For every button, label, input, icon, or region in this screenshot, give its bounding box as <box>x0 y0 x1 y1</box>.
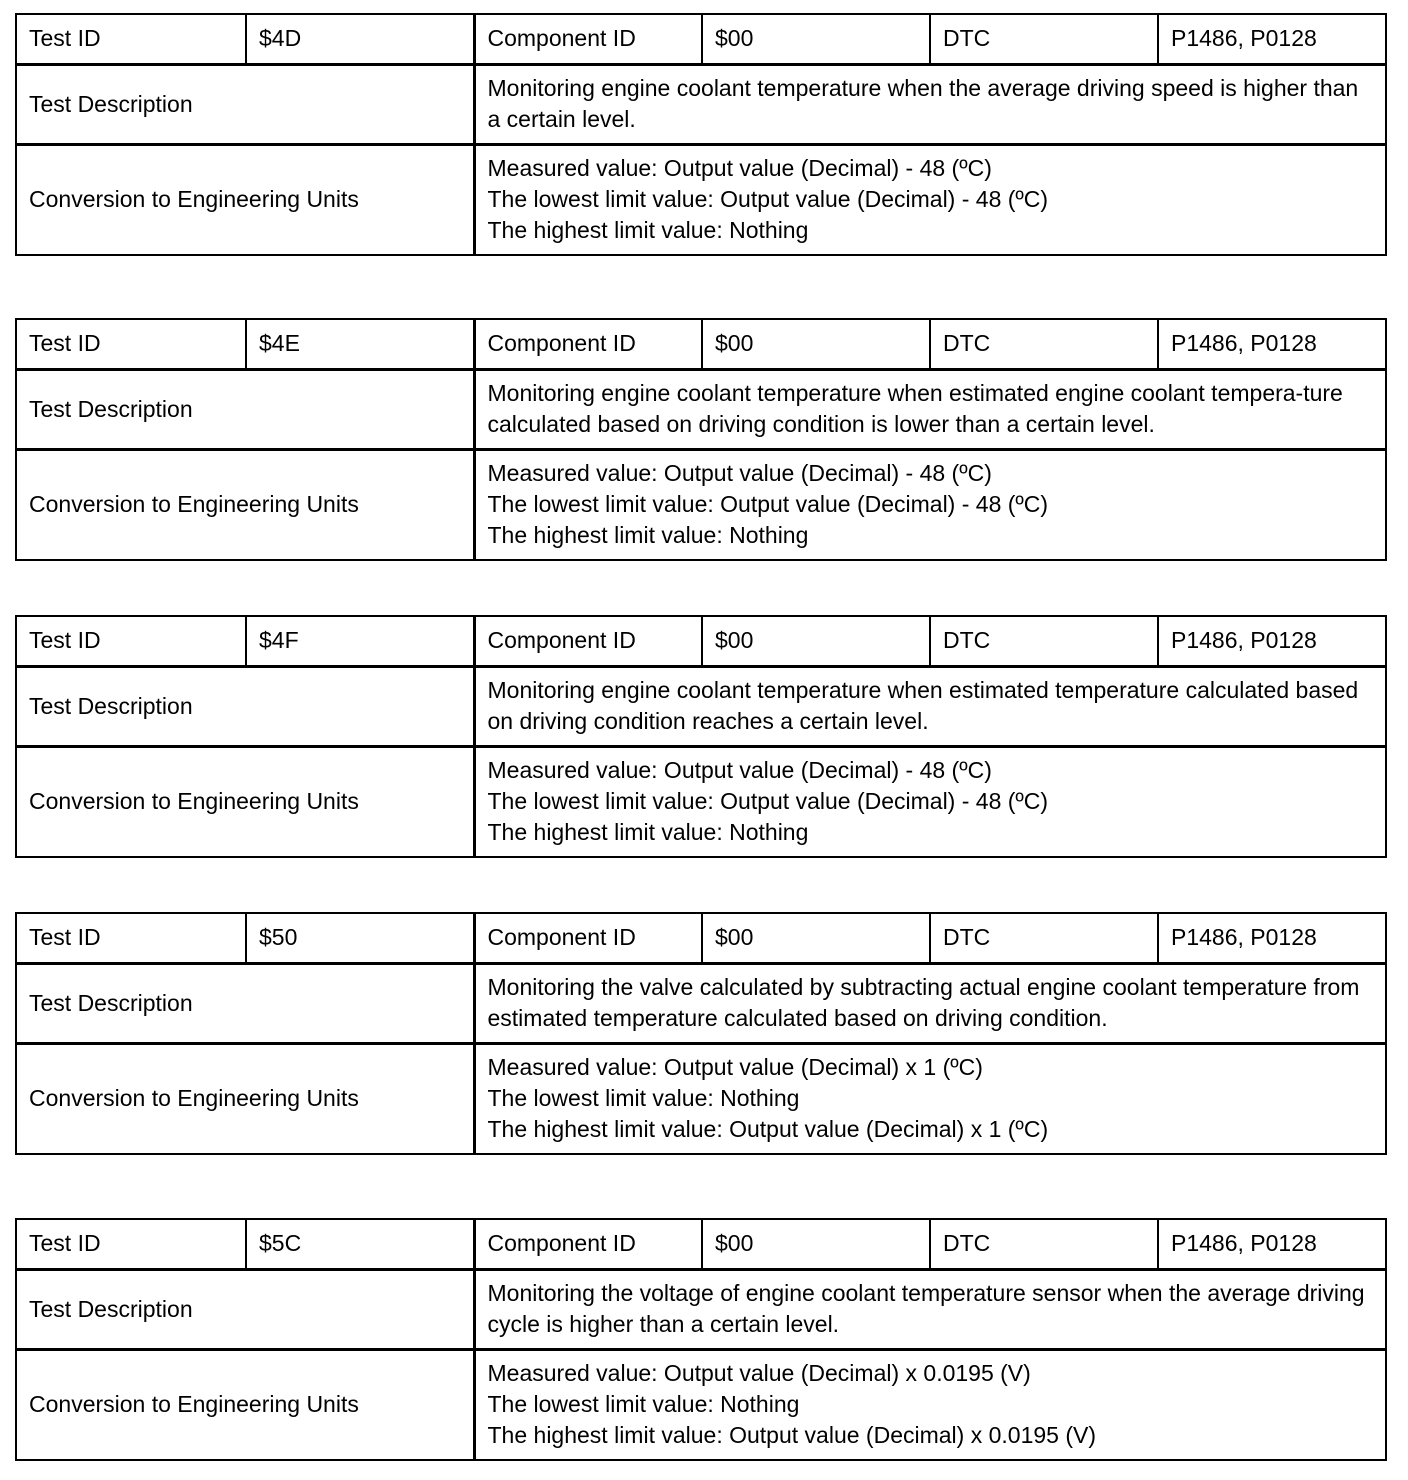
test-description-value: Monitoring engine coolant temperature when the average driving speed is higher than a certain level. <box>474 64 1386 144</box>
test-id-label: Test ID <box>16 319 246 369</box>
conversion-row <box>16 449 1386 560</box>
description-row <box>16 1269 1386 1349</box>
id-row <box>16 14 1386 64</box>
description-row <box>16 666 1386 746</box>
highest-limit-line: The highest limit value: Nothing <box>487 522 809 549</box>
conversion-value <box>474 1349 1386 1460</box>
conversion-label: Conversion to Engineering Units <box>16 1349 474 1460</box>
test-description-value: Monitoring engine coolant temperature when estimated engine coolant tempera-ture calculated based on driving condition is lower than a certain level. <box>474 369 1386 449</box>
lowest-limit-line: The lowest limit value: Output value (Decimal) - 48 (ºC) <box>487 491 1049 518</box>
test-table-50 <box>15 912 1387 1155</box>
id-row <box>16 616 1386 666</box>
dtc-label: DTC <box>930 913 1158 963</box>
description-row <box>16 963 1386 1043</box>
conversion-value <box>474 746 1386 857</box>
test-description-value: Monitoring the voltage of engine coolant temperature sensor when the average driving cycle is higher than a certain level. <box>474 1269 1386 1349</box>
test-id-value: $4D <box>246 14 474 64</box>
component-id-value: $00 <box>702 913 930 963</box>
conversion-row <box>16 144 1386 255</box>
conversion-row <box>16 1043 1386 1154</box>
test-description-label: Test Description <box>16 963 474 1043</box>
test-description-label: Test Description <box>16 369 474 449</box>
component-id-label: Component ID <box>474 616 702 666</box>
test-description-value: Monitoring engine coolant temperature when estimated temperature calculated based on driving condition reaches a certain level. <box>474 666 1386 746</box>
component-id-label: Component ID <box>474 1219 702 1269</box>
dtc-label: DTC <box>930 319 1158 369</box>
id-row <box>16 1219 1386 1269</box>
dtc-value: P1486, P0128 <box>1158 319 1386 369</box>
test-description-value: Monitoring the valve calculated by subtracting actual engine coolant temperature from estimated temperature calculated based on driving condition. <box>474 963 1386 1043</box>
conversion-value <box>474 449 1386 560</box>
highest-limit-line: The highest limit value: Nothing <box>487 819 809 846</box>
measured-value-line: Measured value: Output value (Decimal) x 1 (ºC) <box>487 1054 983 1081</box>
lowest-limit-line: The lowest limit value: Nothing <box>487 1085 800 1112</box>
lowest-limit-line: The lowest limit value: Nothing <box>487 1391 800 1418</box>
conversion-row <box>16 1349 1386 1460</box>
id-row <box>16 913 1386 963</box>
highest-limit-line: The highest limit value: Output value (Decimal) x 1 (ºC) <box>487 1116 1049 1143</box>
dtc-label: DTC <box>930 1219 1158 1269</box>
measured-value-line: Measured value: Output value (Decimal) - 48 (ºC) <box>487 155 992 182</box>
id-row <box>16 319 1386 369</box>
component-id-value: $00 <box>702 616 930 666</box>
test-table-4d <box>15 13 1387 256</box>
lowest-limit-line: The lowest limit value: Output value (Decimal) - 48 (ºC) <box>487 186 1049 213</box>
test-id-value: $50 <box>246 913 474 963</box>
conversion-value <box>474 1043 1386 1154</box>
test-description-label: Test Description <box>16 666 474 746</box>
component-id-label: Component ID <box>474 913 702 963</box>
conversion-label: Conversion to Engineering Units <box>16 746 474 857</box>
test-id-value: $4F <box>246 616 474 666</box>
conversion-label: Conversion to Engineering Units <box>16 1043 474 1154</box>
dtc-value: P1486, P0128 <box>1158 913 1386 963</box>
component-id-value: $00 <box>702 14 930 64</box>
test-id-label: Test ID <box>16 913 246 963</box>
test-table-4f <box>15 615 1387 858</box>
test-description-label: Test Description <box>16 64 474 144</box>
conversion-label: Conversion to Engineering Units <box>16 449 474 560</box>
test-id-label: Test ID <box>16 14 246 64</box>
measured-value-line: Measured value: Output value (Decimal) - 48 (ºC) <box>487 460 992 487</box>
highest-limit-line: The highest limit value: Output value (Decimal) x 0.0195 (V) <box>487 1422 1096 1449</box>
dtc-value: P1486, P0128 <box>1158 14 1386 64</box>
dtc-value: P1486, P0128 <box>1158 1219 1386 1269</box>
measured-value-line: Measured value: Output value (Decimal) - 48 (ºC) <box>487 757 992 784</box>
lowest-limit-line: The lowest limit value: Output value (Decimal) - 48 (ºC) <box>487 788 1049 815</box>
description-row <box>16 64 1386 144</box>
test-table-5c <box>15 1218 1387 1461</box>
test-id-value: $5C <box>246 1219 474 1269</box>
test-id-label: Test ID <box>16 1219 246 1269</box>
test-id-label: Test ID <box>16 616 246 666</box>
test-table-4e <box>15 318 1387 561</box>
test-description-label: Test Description <box>16 1269 474 1349</box>
dtc-label: DTC <box>930 616 1158 666</box>
component-id-label: Component ID <box>474 319 702 369</box>
dtc-value: P1486, P0128 <box>1158 616 1386 666</box>
highest-limit-line: The highest limit value: Nothing <box>487 217 809 244</box>
dtc-label: DTC <box>930 14 1158 64</box>
measured-value-line: Measured value: Output value (Decimal) x 0.0195 (V) <box>487 1360 1031 1387</box>
description-row <box>16 369 1386 449</box>
conversion-label: Conversion to Engineering Units <box>16 144 474 255</box>
component-id-value: $00 <box>702 319 930 369</box>
test-id-value: $4E <box>246 319 474 369</box>
component-id-label: Component ID <box>474 14 702 64</box>
component-id-value: $00 <box>702 1219 930 1269</box>
conversion-row <box>16 746 1386 857</box>
conversion-value <box>474 144 1386 255</box>
